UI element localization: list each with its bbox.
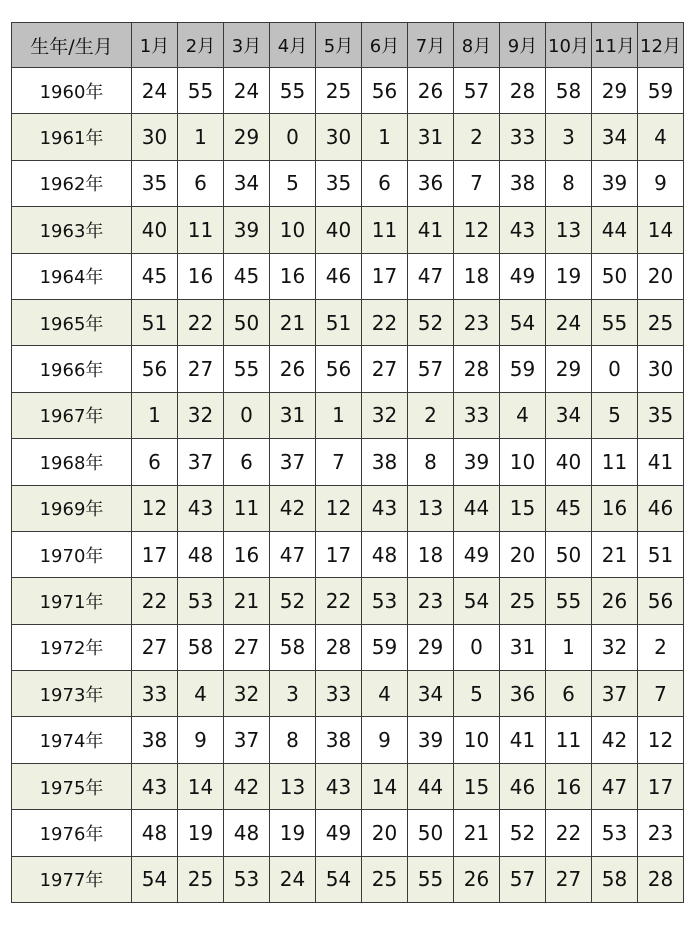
value-cell: 52 bbox=[408, 299, 454, 345]
value-cell: 5 bbox=[592, 392, 638, 438]
value-cell: 48 bbox=[224, 810, 270, 856]
value-cell: 16 bbox=[178, 253, 224, 299]
value-cell: 48 bbox=[362, 531, 408, 577]
value-cell: 43 bbox=[500, 207, 546, 253]
value-cell: 20 bbox=[638, 253, 684, 299]
value-cell: 28 bbox=[316, 624, 362, 670]
value-cell: 19 bbox=[178, 810, 224, 856]
value-cell: 41 bbox=[500, 717, 546, 763]
value-cell: 21 bbox=[454, 810, 500, 856]
value-cell: 19 bbox=[546, 253, 592, 299]
value-cell: 13 bbox=[546, 207, 592, 253]
value-cell: 31 bbox=[270, 392, 316, 438]
value-cell: 40 bbox=[316, 207, 362, 253]
table-row bbox=[12, 671, 684, 717]
value-cell: 23 bbox=[638, 810, 684, 856]
value-cell: 30 bbox=[638, 346, 684, 392]
value-cell: 21 bbox=[224, 578, 270, 624]
table-row bbox=[12, 114, 684, 160]
value-cell: 44 bbox=[408, 763, 454, 809]
value-cell: 11 bbox=[224, 485, 270, 531]
value-cell: 57 bbox=[454, 68, 500, 114]
value-cell: 26 bbox=[592, 578, 638, 624]
value-cell: 53 bbox=[592, 810, 638, 856]
value-cell: 6 bbox=[362, 160, 408, 206]
value-cell: 26 bbox=[270, 346, 316, 392]
value-cell: 34 bbox=[592, 114, 638, 160]
value-cell: 28 bbox=[500, 68, 546, 114]
year-cell: 1963年 bbox=[12, 207, 132, 253]
value-cell: 27 bbox=[178, 346, 224, 392]
value-cell: 38 bbox=[132, 717, 178, 763]
value-cell: 51 bbox=[638, 531, 684, 577]
value-cell: 4 bbox=[500, 392, 546, 438]
value-cell: 44 bbox=[454, 485, 500, 531]
value-cell: 52 bbox=[270, 578, 316, 624]
value-cell: 6 bbox=[224, 439, 270, 485]
year-cell: 1968年 bbox=[12, 439, 132, 485]
value-cell: 24 bbox=[224, 68, 270, 114]
value-cell: 11 bbox=[362, 207, 408, 253]
value-cell: 33 bbox=[500, 114, 546, 160]
table-row bbox=[12, 810, 684, 856]
value-cell: 25 bbox=[178, 856, 224, 902]
table-row bbox=[12, 253, 684, 299]
value-cell: 28 bbox=[638, 856, 684, 902]
value-cell: 12 bbox=[132, 485, 178, 531]
value-cell: 44 bbox=[592, 207, 638, 253]
value-cell: 14 bbox=[638, 207, 684, 253]
value-cell: 0 bbox=[270, 114, 316, 160]
value-cell: 37 bbox=[592, 671, 638, 717]
value-cell: 28 bbox=[454, 346, 500, 392]
value-cell: 50 bbox=[408, 810, 454, 856]
value-cell: 34 bbox=[408, 671, 454, 717]
value-cell: 49 bbox=[500, 253, 546, 299]
value-cell: 56 bbox=[638, 578, 684, 624]
value-cell: 2 bbox=[408, 392, 454, 438]
value-cell: 47 bbox=[270, 531, 316, 577]
value-cell: 19 bbox=[270, 810, 316, 856]
year-cell: 1976年 bbox=[12, 810, 132, 856]
table-row bbox=[12, 624, 684, 670]
value-cell: 55 bbox=[270, 68, 316, 114]
year-cell: 1964年 bbox=[12, 253, 132, 299]
table-row bbox=[12, 346, 684, 392]
value-cell: 35 bbox=[638, 392, 684, 438]
value-cell: 32 bbox=[224, 671, 270, 717]
value-cell: 22 bbox=[546, 810, 592, 856]
value-cell: 54 bbox=[132, 856, 178, 902]
value-cell: 6 bbox=[178, 160, 224, 206]
value-cell: 1 bbox=[362, 114, 408, 160]
value-cell: 17 bbox=[132, 531, 178, 577]
value-cell: 8 bbox=[408, 439, 454, 485]
table-row bbox=[12, 717, 684, 763]
value-cell: 40 bbox=[546, 439, 592, 485]
value-cell: 32 bbox=[178, 392, 224, 438]
value-cell: 2 bbox=[638, 624, 684, 670]
value-cell: 4 bbox=[362, 671, 408, 717]
value-cell: 25 bbox=[638, 299, 684, 345]
value-cell: 51 bbox=[132, 299, 178, 345]
value-cell: 25 bbox=[316, 68, 362, 114]
value-cell: 9 bbox=[362, 717, 408, 763]
value-cell: 22 bbox=[316, 578, 362, 624]
month-header: 12月 bbox=[638, 23, 684, 68]
value-cell: 43 bbox=[316, 763, 362, 809]
value-cell: 51 bbox=[316, 299, 362, 345]
value-cell: 24 bbox=[132, 68, 178, 114]
value-cell: 9 bbox=[638, 160, 684, 206]
value-cell: 24 bbox=[270, 856, 316, 902]
value-cell: 0 bbox=[454, 624, 500, 670]
value-cell: 3 bbox=[546, 114, 592, 160]
year-cell: 1973年 bbox=[12, 671, 132, 717]
year-cell: 1962年 bbox=[12, 160, 132, 206]
value-cell: 42 bbox=[270, 485, 316, 531]
value-cell: 55 bbox=[178, 68, 224, 114]
table-row bbox=[12, 160, 684, 206]
month-header: 3月 bbox=[224, 23, 270, 68]
year-cell: 1977年 bbox=[12, 856, 132, 902]
value-cell: 22 bbox=[178, 299, 224, 345]
table-row bbox=[12, 392, 684, 438]
value-cell: 45 bbox=[546, 485, 592, 531]
value-cell: 22 bbox=[362, 299, 408, 345]
value-cell: 31 bbox=[408, 114, 454, 160]
value-cell: 23 bbox=[408, 578, 454, 624]
value-cell: 36 bbox=[500, 671, 546, 717]
value-cell: 43 bbox=[178, 485, 224, 531]
value-cell: 45 bbox=[132, 253, 178, 299]
value-cell: 7 bbox=[316, 439, 362, 485]
value-cell: 50 bbox=[224, 299, 270, 345]
value-cell: 3 bbox=[270, 671, 316, 717]
table-row bbox=[12, 68, 684, 114]
value-cell: 1 bbox=[316, 392, 362, 438]
value-cell: 11 bbox=[546, 717, 592, 763]
table-container bbox=[11, 22, 684, 903]
value-cell: 16 bbox=[270, 253, 316, 299]
value-cell: 25 bbox=[500, 578, 546, 624]
value-cell: 43 bbox=[362, 485, 408, 531]
value-cell: 8 bbox=[270, 717, 316, 763]
table-row bbox=[12, 763, 684, 809]
value-cell: 55 bbox=[224, 346, 270, 392]
value-cell: 0 bbox=[592, 346, 638, 392]
value-cell: 39 bbox=[454, 439, 500, 485]
value-cell: 49 bbox=[454, 531, 500, 577]
value-cell: 14 bbox=[362, 763, 408, 809]
value-cell: 10 bbox=[500, 439, 546, 485]
value-cell: 4 bbox=[178, 671, 224, 717]
month-header: 1月 bbox=[132, 23, 178, 68]
birth-year-month-table bbox=[11, 22, 684, 903]
year-cell: 1969年 bbox=[12, 485, 132, 531]
year-cell: 1966年 bbox=[12, 346, 132, 392]
value-cell: 38 bbox=[500, 160, 546, 206]
value-cell: 42 bbox=[224, 763, 270, 809]
month-header: 7月 bbox=[408, 23, 454, 68]
value-cell: 39 bbox=[408, 717, 454, 763]
value-cell: 26 bbox=[408, 68, 454, 114]
value-cell: 10 bbox=[454, 717, 500, 763]
year-cell: 1960年 bbox=[12, 68, 132, 114]
value-cell: 18 bbox=[408, 531, 454, 577]
value-cell: 21 bbox=[592, 531, 638, 577]
value-cell: 48 bbox=[178, 531, 224, 577]
month-header: 11月 bbox=[592, 23, 638, 68]
table-row bbox=[12, 485, 684, 531]
value-cell: 7 bbox=[454, 160, 500, 206]
value-cell: 27 bbox=[132, 624, 178, 670]
value-cell: 2 bbox=[454, 114, 500, 160]
table-row bbox=[12, 299, 684, 345]
value-cell: 34 bbox=[224, 160, 270, 206]
value-cell: 47 bbox=[592, 763, 638, 809]
value-cell: 46 bbox=[316, 253, 362, 299]
value-cell: 27 bbox=[224, 624, 270, 670]
value-cell: 35 bbox=[316, 160, 362, 206]
value-cell: 36 bbox=[408, 160, 454, 206]
value-cell: 33 bbox=[454, 392, 500, 438]
value-cell: 5 bbox=[454, 671, 500, 717]
value-cell: 54 bbox=[316, 856, 362, 902]
month-header: 10月 bbox=[546, 23, 592, 68]
value-cell: 17 bbox=[316, 531, 362, 577]
value-cell: 56 bbox=[362, 68, 408, 114]
table-row bbox=[12, 531, 684, 577]
value-cell: 6 bbox=[132, 439, 178, 485]
value-cell: 12 bbox=[316, 485, 362, 531]
value-cell: 42 bbox=[592, 717, 638, 763]
value-cell: 17 bbox=[362, 253, 408, 299]
value-cell: 40 bbox=[132, 207, 178, 253]
value-cell: 13 bbox=[408, 485, 454, 531]
value-cell: 46 bbox=[638, 485, 684, 531]
value-cell: 8 bbox=[546, 160, 592, 206]
value-cell: 37 bbox=[270, 439, 316, 485]
value-cell: 56 bbox=[132, 346, 178, 392]
value-cell: 57 bbox=[408, 346, 454, 392]
value-cell: 58 bbox=[178, 624, 224, 670]
value-cell: 27 bbox=[546, 856, 592, 902]
value-cell: 1 bbox=[132, 392, 178, 438]
value-cell: 47 bbox=[408, 253, 454, 299]
value-cell: 22 bbox=[132, 578, 178, 624]
month-header: 8月 bbox=[454, 23, 500, 68]
month-header: 4月 bbox=[270, 23, 316, 68]
value-cell: 12 bbox=[638, 717, 684, 763]
value-cell: 45 bbox=[224, 253, 270, 299]
value-cell: 50 bbox=[546, 531, 592, 577]
value-cell: 11 bbox=[592, 439, 638, 485]
value-cell: 37 bbox=[224, 717, 270, 763]
value-cell: 1 bbox=[178, 114, 224, 160]
value-cell: 34 bbox=[546, 392, 592, 438]
value-cell: 20 bbox=[500, 531, 546, 577]
value-cell: 15 bbox=[500, 485, 546, 531]
value-cell: 39 bbox=[224, 207, 270, 253]
value-cell: 52 bbox=[500, 810, 546, 856]
year-cell: 1974年 bbox=[12, 717, 132, 763]
value-cell: 16 bbox=[592, 485, 638, 531]
value-cell: 24 bbox=[546, 299, 592, 345]
value-cell: 4 bbox=[638, 114, 684, 160]
year-cell: 1972年 bbox=[12, 624, 132, 670]
value-cell: 30 bbox=[132, 114, 178, 160]
value-cell: 35 bbox=[132, 160, 178, 206]
value-cell: 46 bbox=[500, 763, 546, 809]
value-cell: 41 bbox=[638, 439, 684, 485]
value-cell: 55 bbox=[592, 299, 638, 345]
value-cell: 54 bbox=[454, 578, 500, 624]
value-cell: 55 bbox=[546, 578, 592, 624]
month-header: 9月 bbox=[500, 23, 546, 68]
value-cell: 53 bbox=[362, 578, 408, 624]
value-cell: 9 bbox=[178, 717, 224, 763]
value-cell: 33 bbox=[316, 671, 362, 717]
value-cell: 41 bbox=[408, 207, 454, 253]
value-cell: 7 bbox=[638, 671, 684, 717]
month-header: 6月 bbox=[362, 23, 408, 68]
value-cell: 29 bbox=[546, 346, 592, 392]
value-cell: 56 bbox=[316, 346, 362, 392]
value-cell: 59 bbox=[500, 346, 546, 392]
corner-header: 生年/生月 bbox=[12, 23, 132, 68]
value-cell: 10 bbox=[270, 207, 316, 253]
value-cell: 59 bbox=[362, 624, 408, 670]
value-cell: 29 bbox=[408, 624, 454, 670]
table-row bbox=[12, 439, 684, 485]
value-cell: 15 bbox=[454, 763, 500, 809]
value-cell: 21 bbox=[270, 299, 316, 345]
value-cell: 1 bbox=[546, 624, 592, 670]
value-cell: 57 bbox=[500, 856, 546, 902]
value-cell: 50 bbox=[592, 253, 638, 299]
value-cell: 0 bbox=[224, 392, 270, 438]
table-row bbox=[12, 856, 684, 902]
value-cell: 58 bbox=[592, 856, 638, 902]
year-cell: 1970年 bbox=[12, 531, 132, 577]
value-cell: 29 bbox=[592, 68, 638, 114]
value-cell: 14 bbox=[178, 763, 224, 809]
year-cell: 1975年 bbox=[12, 763, 132, 809]
month-header: 2月 bbox=[178, 23, 224, 68]
value-cell: 30 bbox=[316, 114, 362, 160]
month-header: 5月 bbox=[316, 23, 362, 68]
value-cell: 5 bbox=[270, 160, 316, 206]
value-cell: 31 bbox=[500, 624, 546, 670]
value-cell: 26 bbox=[454, 856, 500, 902]
value-cell: 13 bbox=[270, 763, 316, 809]
value-cell: 27 bbox=[362, 346, 408, 392]
value-cell: 25 bbox=[362, 856, 408, 902]
value-cell: 23 bbox=[454, 299, 500, 345]
value-cell: 38 bbox=[362, 439, 408, 485]
value-cell: 16 bbox=[224, 531, 270, 577]
year-cell: 1965年 bbox=[12, 299, 132, 345]
value-cell: 18 bbox=[454, 253, 500, 299]
value-cell: 39 bbox=[592, 160, 638, 206]
year-cell: 1961年 bbox=[12, 114, 132, 160]
value-cell: 17 bbox=[638, 763, 684, 809]
value-cell: 55 bbox=[408, 856, 454, 902]
value-cell: 32 bbox=[592, 624, 638, 670]
value-cell: 16 bbox=[546, 763, 592, 809]
table-body bbox=[12, 68, 684, 903]
value-cell: 20 bbox=[362, 810, 408, 856]
value-cell: 59 bbox=[638, 68, 684, 114]
header-row bbox=[12, 23, 684, 68]
value-cell: 48 bbox=[132, 810, 178, 856]
year-cell: 1971年 bbox=[12, 578, 132, 624]
value-cell: 6 bbox=[546, 671, 592, 717]
value-cell: 53 bbox=[224, 856, 270, 902]
value-cell: 11 bbox=[178, 207, 224, 253]
value-cell: 38 bbox=[316, 717, 362, 763]
value-cell: 58 bbox=[546, 68, 592, 114]
value-cell: 12 bbox=[454, 207, 500, 253]
value-cell: 32 bbox=[362, 392, 408, 438]
value-cell: 54 bbox=[500, 299, 546, 345]
table-row bbox=[12, 207, 684, 253]
year-cell: 1967年 bbox=[12, 392, 132, 438]
value-cell: 53 bbox=[178, 578, 224, 624]
value-cell: 33 bbox=[132, 671, 178, 717]
value-cell: 58 bbox=[270, 624, 316, 670]
value-cell: 49 bbox=[316, 810, 362, 856]
value-cell: 37 bbox=[178, 439, 224, 485]
table-row bbox=[12, 578, 684, 624]
value-cell: 29 bbox=[224, 114, 270, 160]
value-cell: 43 bbox=[132, 763, 178, 809]
